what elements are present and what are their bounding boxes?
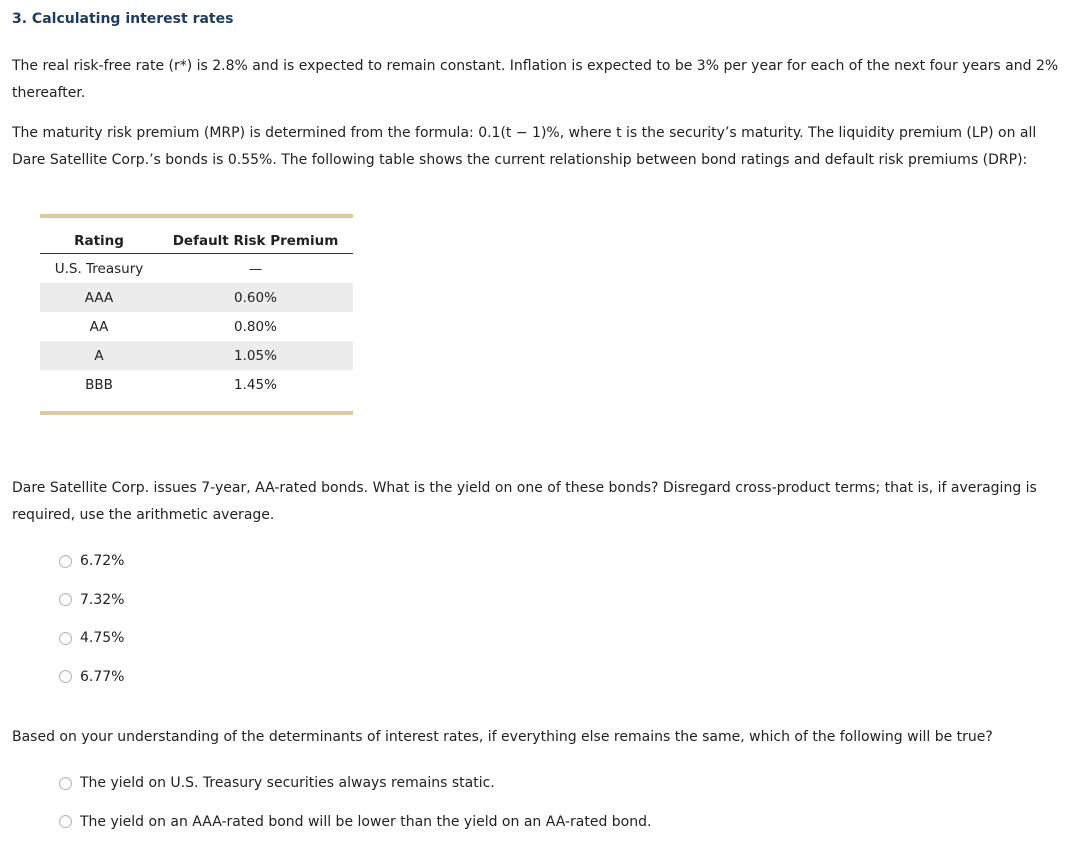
table-header-row [40, 228, 353, 254]
rating-cell: AAA [40, 283, 158, 312]
question-title: 3. Calculating interest rates [12, 11, 234, 27]
radio-button[interactable] [59, 632, 72, 645]
option-label: 6.77% [80, 668, 125, 685]
radio-button[interactable] [59, 593, 72, 606]
option-label: 6.72% [80, 553, 125, 569]
column-header-rating: Rating [40, 228, 158, 254]
radio-button[interactable] [59, 670, 72, 683]
answer-option-q1-3[interactable] [59, 626, 124, 650]
table-row [40, 283, 353, 312]
question-2-options [59, 771, 651, 848]
drp-cell: 1.05% [158, 341, 353, 370]
radio-button[interactable] [59, 777, 72, 790]
table-row [40, 341, 353, 370]
rating-cell: AA [89, 318, 109, 335]
option-label: 7.32% [80, 591, 125, 608]
answer-option-q1-1[interactable] [59, 549, 124, 573]
question-2-prompt: Based on your understanding of the determinants of interest rates, if everything else remains the same, which of the following will be true? [12, 729, 993, 745]
table-row [40, 312, 353, 341]
option-label: The yield on an AAA-rated bond will be lower than the yield on an AA-rated bond. [80, 813, 652, 830]
answer-option-q2-2[interactable] [59, 810, 651, 834]
drp-cell: 0.80% [234, 318, 277, 335]
table-row [40, 370, 353, 399]
problem-paragraph-2: The maturity risk premium (MRP) is determined from the formula: 0.1(t − 1)%, where t is the security’s maturity. The liquidity premium (LP) on all Dare Satellite Corp.’s bonds is 0.55%. The following table shows the current relationship between bond ratings and default risk premiums (DRP): [12, 125, 1037, 168]
rating-cell: A [40, 341, 158, 370]
rating-cell: U.S. Treasury [54, 260, 144, 277]
radio-button[interactable] [59, 815, 72, 828]
radio-button[interactable] [59, 555, 72, 568]
answer-option-q1-4[interactable] [59, 665, 124, 689]
drp-table [40, 228, 353, 399]
drp-cell: — [248, 260, 263, 277]
question-1-options [59, 549, 124, 703]
option-label: The yield on U.S. Treasury securities always remains static. [80, 775, 495, 791]
rating-cell: BBB [85, 376, 113, 393]
problem-paragraph-1: The real risk-free rate (r*) is 2.8% and is expected to remain constant. Inflation is expected to be 3% per year for each of the next four years and 2% thereafter. [12, 58, 1059, 101]
drp-table-container [40, 214, 353, 415]
option-label: 4.75% [80, 630, 125, 646]
question-1-prompt: Dare Satellite Corp. issues 7-year, AA-rated bonds. What is the yield on one of these bonds? Disregard cross-product terms; that is, if averaging is required, use the arithmetic average. [12, 480, 1037, 523]
drp-cell: 1.45% [234, 376, 277, 393]
column-header-drp: Default Risk Premium [158, 228, 353, 254]
drp-cell: 0.60% [158, 283, 353, 312]
answer-option-q2-1[interactable] [59, 771, 651, 795]
answer-option-q1-2[interactable] [59, 588, 124, 612]
table-row [40, 254, 353, 284]
